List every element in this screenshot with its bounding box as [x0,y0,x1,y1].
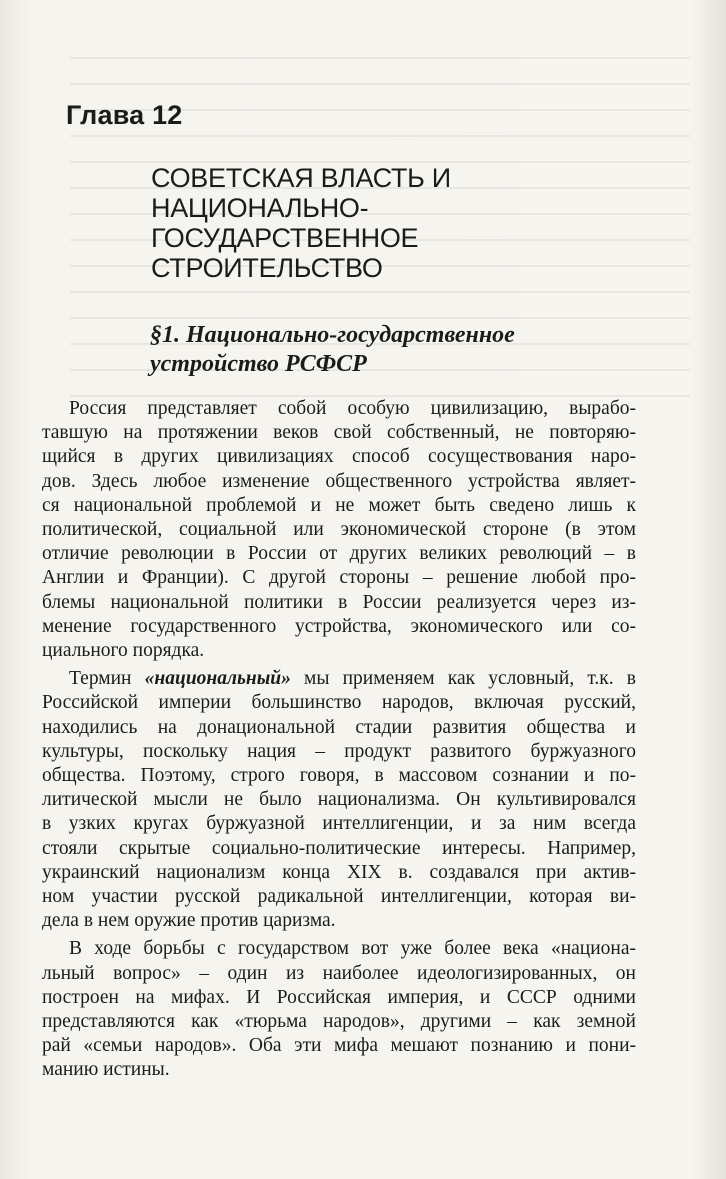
text-line: культуры, поскольку нация – продукт развитого буржуазного [42,740,636,762]
text-line [42,667,636,691]
text-line: рай «семьи народов». Оба эти мифа мешают познанию и пони- [42,1035,636,1057]
text-line: Россия представляет собой особую цивилизацию, вырабо- [69,398,636,419]
text-line: манию истины. [42,1059,170,1081]
section-heading-line: §1. Национально-государственное [150,322,515,348]
text-line: украинский национализм конца XIX в. создавался при актив- [42,861,636,883]
term-emphasis: «национальный» [144,668,291,690]
term-prefix: Термин [69,668,145,690]
text-line: представляются как «тюрьма народов», другими – как земной [42,1011,636,1033]
text-line: литической мысли не было национализма. Он культивировался [42,789,636,811]
chapter-title-line: ГОСУДАРСТВЕННОЕ [151,223,419,253]
chapter-title [151,163,571,283]
section-heading-line: устройство РСФСР [150,351,367,377]
text-line: дов. Здесь любое изменение общественного устройства являет- [42,470,636,492]
term-rest: мы применяем как условный, т.к. в [290,668,636,690]
section-heading [150,321,650,379]
text-line: В ходе борьбы с государством вот уже более века «национа- [69,938,636,960]
text-line: Российской империи большинство народов, включая русский, [42,692,636,714]
paragraph-3 [42,937,636,1082]
text-line: ся национальной проблемой и не может быть сведено лишь к [42,494,636,516]
paragraph-1 [42,397,636,663]
text-line: стояли скрытые социально-политические интересы. Например, [42,837,636,859]
text-line: щийся в других цивилизациях способ сосуществования наро- [42,446,636,468]
text-line: Англии и Франции). С другой стороны – решение любой про- [42,567,636,589]
body-text [42,397,636,1083]
text-line: менение государственного устройства, экономического или со- [42,615,636,637]
text-line: ном участии русской радикальной интеллигенции, которая ви- [42,886,636,908]
text-line: находились на донациональной стадии развития общества и [42,716,636,738]
text-line: циального порядка. [42,640,205,662]
paragraph-2 [42,667,636,933]
text-line: отличие революции в России от других великих революций – в [42,543,636,565]
text-line: в узких кругах буржуазной интеллигенции, и за ним всегда [42,813,636,835]
text-line: построен на мифах. И Российская империя, и СССР одними [42,986,636,1008]
text-line: блемы национальной политики в России реализуется через из- [42,591,636,613]
text-line: льный вопрос» – один из наиболее идеологизированных, он [42,962,636,984]
chapter-title-line: СОВЕТСКАЯ ВЛАСТЬ И [151,163,451,193]
chapter-label: Глава 12 [66,100,183,130]
text-line: общества. Поэтому, строго говоря, в массовом сознании и по- [42,765,636,787]
text-line: политической, социальной или экономической стороне (в этом [42,519,636,541]
text-line: тавшую на протяжении веков свой собственный, не повторяю- [42,422,636,444]
chapter-title-line: СТРОИТЕЛЬСТВО [151,253,383,283]
chapter-title-line: НАЦИОНАЛЬНО- [151,193,369,223]
text-line: дела в нем оружие против царизма. [42,910,336,932]
